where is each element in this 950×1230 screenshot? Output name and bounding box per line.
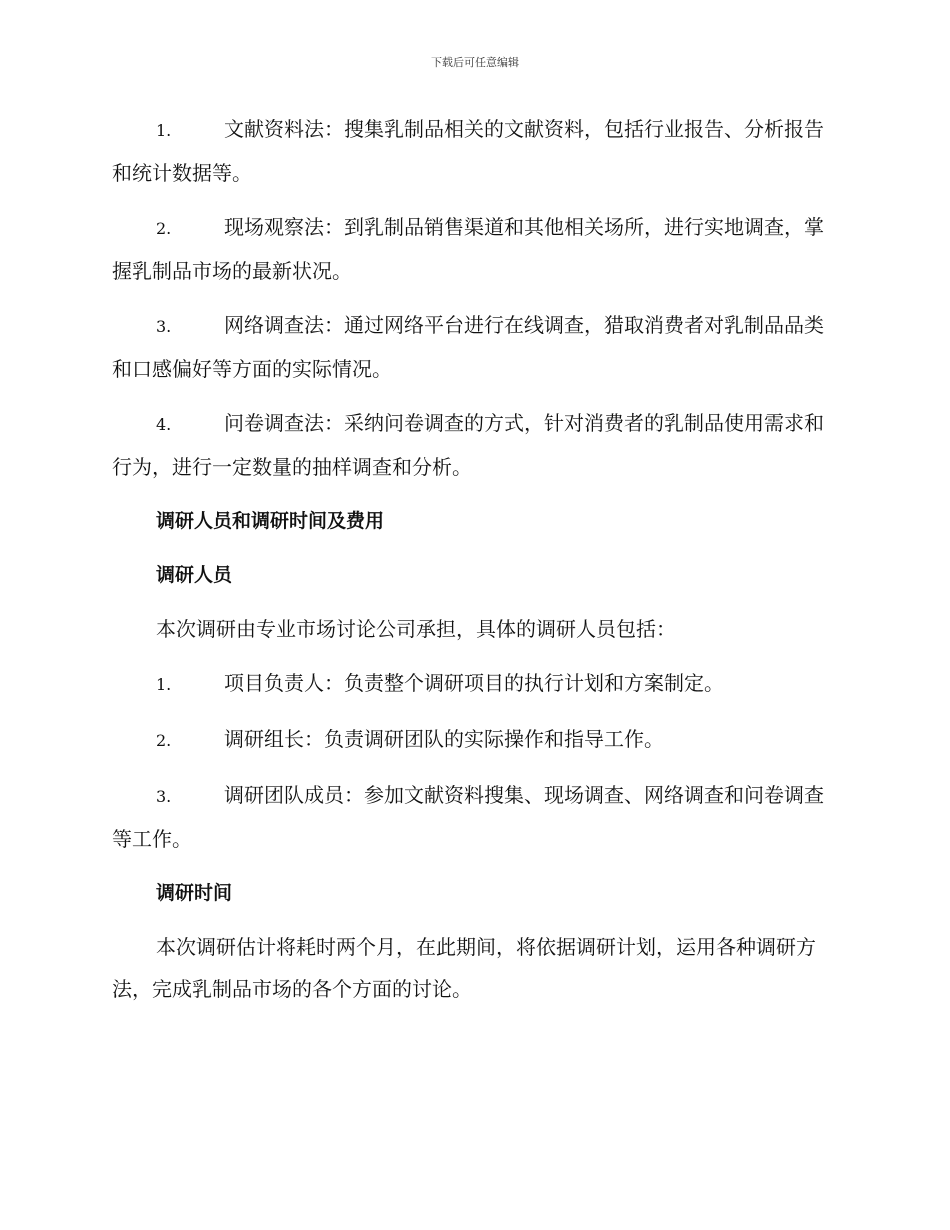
list-number: 2.: [156, 219, 172, 238]
list-text: 现场观察法：到乳制品销售渠道和其他相关场所，进行实地调查，掌握乳制品市场的最新状况。: [112, 215, 824, 283]
section-heading: 调研人员和调研时间及费用: [156, 510, 385, 532]
personnel-intro: 本次调研由专业市场讨论公司承担，具体的调研人员包括：: [156, 617, 676, 641]
list-text: 调研组长：负责调研团队的实际操作和指导工作。: [224, 727, 664, 751]
list-number: 3.: [156, 317, 172, 336]
list-number: 3.: [156, 787, 172, 806]
list-number: 1.: [156, 121, 172, 140]
list-text: 项目负责人：负责整个调研项目的执行计划和方案制定。: [224, 671, 724, 695]
list-item: [112, 662, 834, 706]
list-number: 4.: [156, 415, 172, 434]
schedule-heading: 调研时间: [156, 882, 233, 904]
list-number: 1.: [156, 675, 172, 694]
list-item: [112, 206, 834, 292]
page-header: 下载后可任意编辑: [431, 56, 519, 69]
list-item: [112, 718, 834, 762]
document-body: [112, 108, 834, 1022]
list-item: [112, 402, 834, 488]
list-item: [112, 108, 834, 194]
list-item: [112, 304, 834, 390]
list-text: 网络调查法：通过网络平台进行在线调查，猎取消费者对乳制品品类和口感偏好等方面的实际情况。: [112, 313, 824, 381]
personnel-heading: 调研人员: [156, 564, 233, 586]
list-item: [112, 774, 834, 860]
schedule-text: 本次调研估计将耗时两个月，在此期间，将依据调研计划，运用各种调研方法，完成乳制品市场的各个方面的讨论。: [112, 935, 816, 1001]
list-number: 2.: [156, 731, 172, 750]
list-text: 调研团队成员：参加文献资料搜集、现场调查、网络调查和问卷调查等工作。: [112, 783, 824, 851]
list-text: 文献资料法：搜集乳制品相关的文献资料，包括行业报告、分析报告和统计数据等。: [112, 117, 824, 185]
list-text: 问卷调查法：采纳问卷调查的方式，针对消费者的乳制品使用需求和行为，进行一定数量的抽样调查和分析。: [112, 411, 824, 479]
